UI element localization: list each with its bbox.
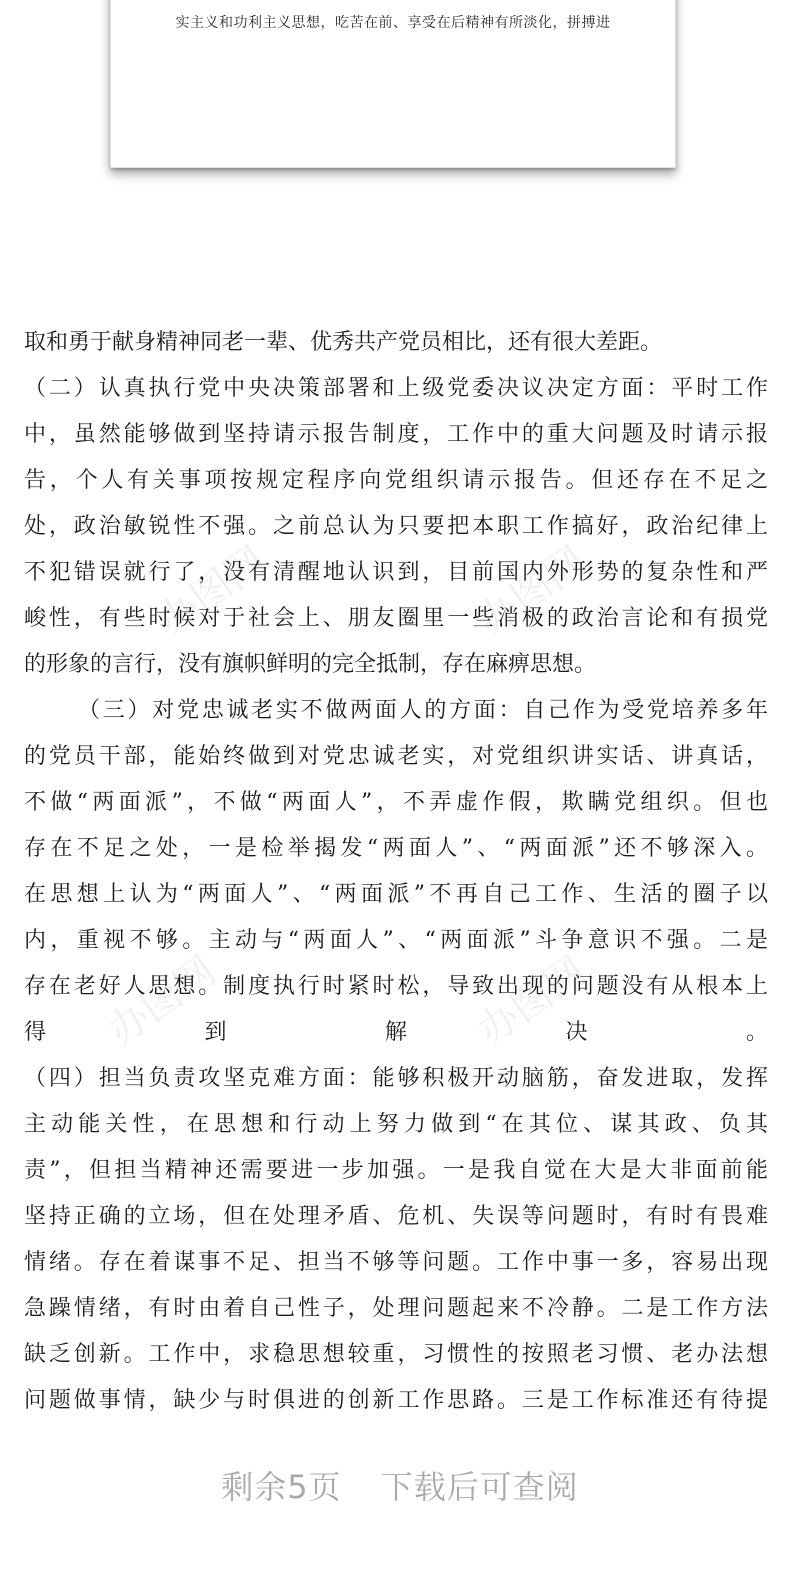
paragraph-line: 中，虽然能够做到坚持请示报告制度，工作中的重大问题及时请示报 — [24, 422, 768, 447]
paragraph-line: 告，个人有关事项按规定程序向党组织请示报告。但还存在不足之 — [24, 468, 768, 493]
paragraph-line: 在思想上认为“两面人”、“两面派”不再自己工作、生活的圈子以 — [24, 882, 768, 907]
document-body — [24, 320, 768, 1424]
watermark: 办图网 — [99, 948, 225, 1055]
download-prompt[interactable] — [0, 1462, 800, 1508]
paragraph-line: （三）对党忠诚老实不做两面人的方面：自己作为受党培养多年 — [78, 698, 768, 723]
watermark: 办图网 — [469, 538, 595, 645]
watermark: 办图网 — [469, 948, 595, 1055]
paragraph-line: 责”，但担当精神还需要进一步加强。一是我自觉在大是大非面前能 — [24, 1158, 768, 1183]
paragraph-line: 得到解决。 — [24, 1020, 768, 1045]
remaining-pages-text: 剩余5页 — [221, 1468, 342, 1506]
paragraph-line: 主动能关性，在思想和行动上努力做到“在其位、谋其政、负其 — [24, 1112, 768, 1137]
paragraph-line: 内，重视不够。主动与“两面人”、“两面派”斗争意识不强。二是 — [24, 928, 768, 953]
watermark: 办图网 — [149, 538, 275, 645]
paragraph-line: 存在老好人思想。制度执行时紧时松，导致出现的问题没有从根本上 — [24, 974, 768, 999]
paragraph-line: （四）担当负责攻坚克难方面：能够积极开动脑筋，奋发进取，发挥 — [24, 1066, 768, 1091]
document-preview-card — [110, 0, 676, 168]
paragraph-line: （二）认真执行党中央决策部署和上级党委决议决定方面：平时工作 — [24, 376, 768, 401]
paragraph-line: 的党员干部，能始终做到对党忠诚老实，对党组织讲实话、讲真话， — [24, 744, 768, 769]
paragraph-line: 存在不足之处，一是检举揭发“两面人”、“两面派”还不够深入。 — [24, 836, 768, 861]
paragraph-line: 处，政治敏锐性不强。之前总认为只要把本职工作搞好，政治纪律上 — [24, 514, 768, 539]
paragraph-line: 峻性，有些时候对于社会上、朋友圈里一些消极的政治言论和有损党 — [24, 606, 768, 631]
paragraph-line: 取和勇于献身精神同老一辈、优秀共产党员相比，还有很大差距。 — [24, 330, 663, 355]
preview-text-line: 实主义和功利主义思想，吃苦在前、享受在后精神有所淡化，拼搏进 — [175, 15, 611, 31]
paragraph-line: 不犯错误就行了，没有清醒地认识到，目前国内外形势的复杂性和严 — [24, 560, 768, 585]
paragraph-line: 急躁情绪，有时由着自己性子，处理问题起来不冷静。二是工作方法 — [24, 1296, 768, 1321]
paragraph-line: 的形象的言行，没有旗帜鲜明的完全抵制，存在麻痹思想。 — [24, 652, 597, 677]
paragraph-line: 缺乏创新。工作中，求稳思想较重，习惯性的按照老习惯、老办法想 — [24, 1342, 768, 1367]
paragraph-line: 情绪。存在着谋事不足、担当不够等问题。工作中事一多，容易出现 — [24, 1250, 768, 1275]
download-hint-text: 下载后可查阅 — [380, 1468, 579, 1506]
paragraph-line: 不做“两面派”，不做“两面人”，不弄虚作假，欺瞒党组织。但也 — [24, 790, 768, 815]
paragraph-line: 问题做事情，缺少与时俱进的创新工作思路。三是工作标准还有待提 — [24, 1388, 768, 1413]
paragraph-line: 坚持正确的立场，但在处理矛盾、危机、失误等问题时，有时有畏难 — [24, 1204, 768, 1229]
